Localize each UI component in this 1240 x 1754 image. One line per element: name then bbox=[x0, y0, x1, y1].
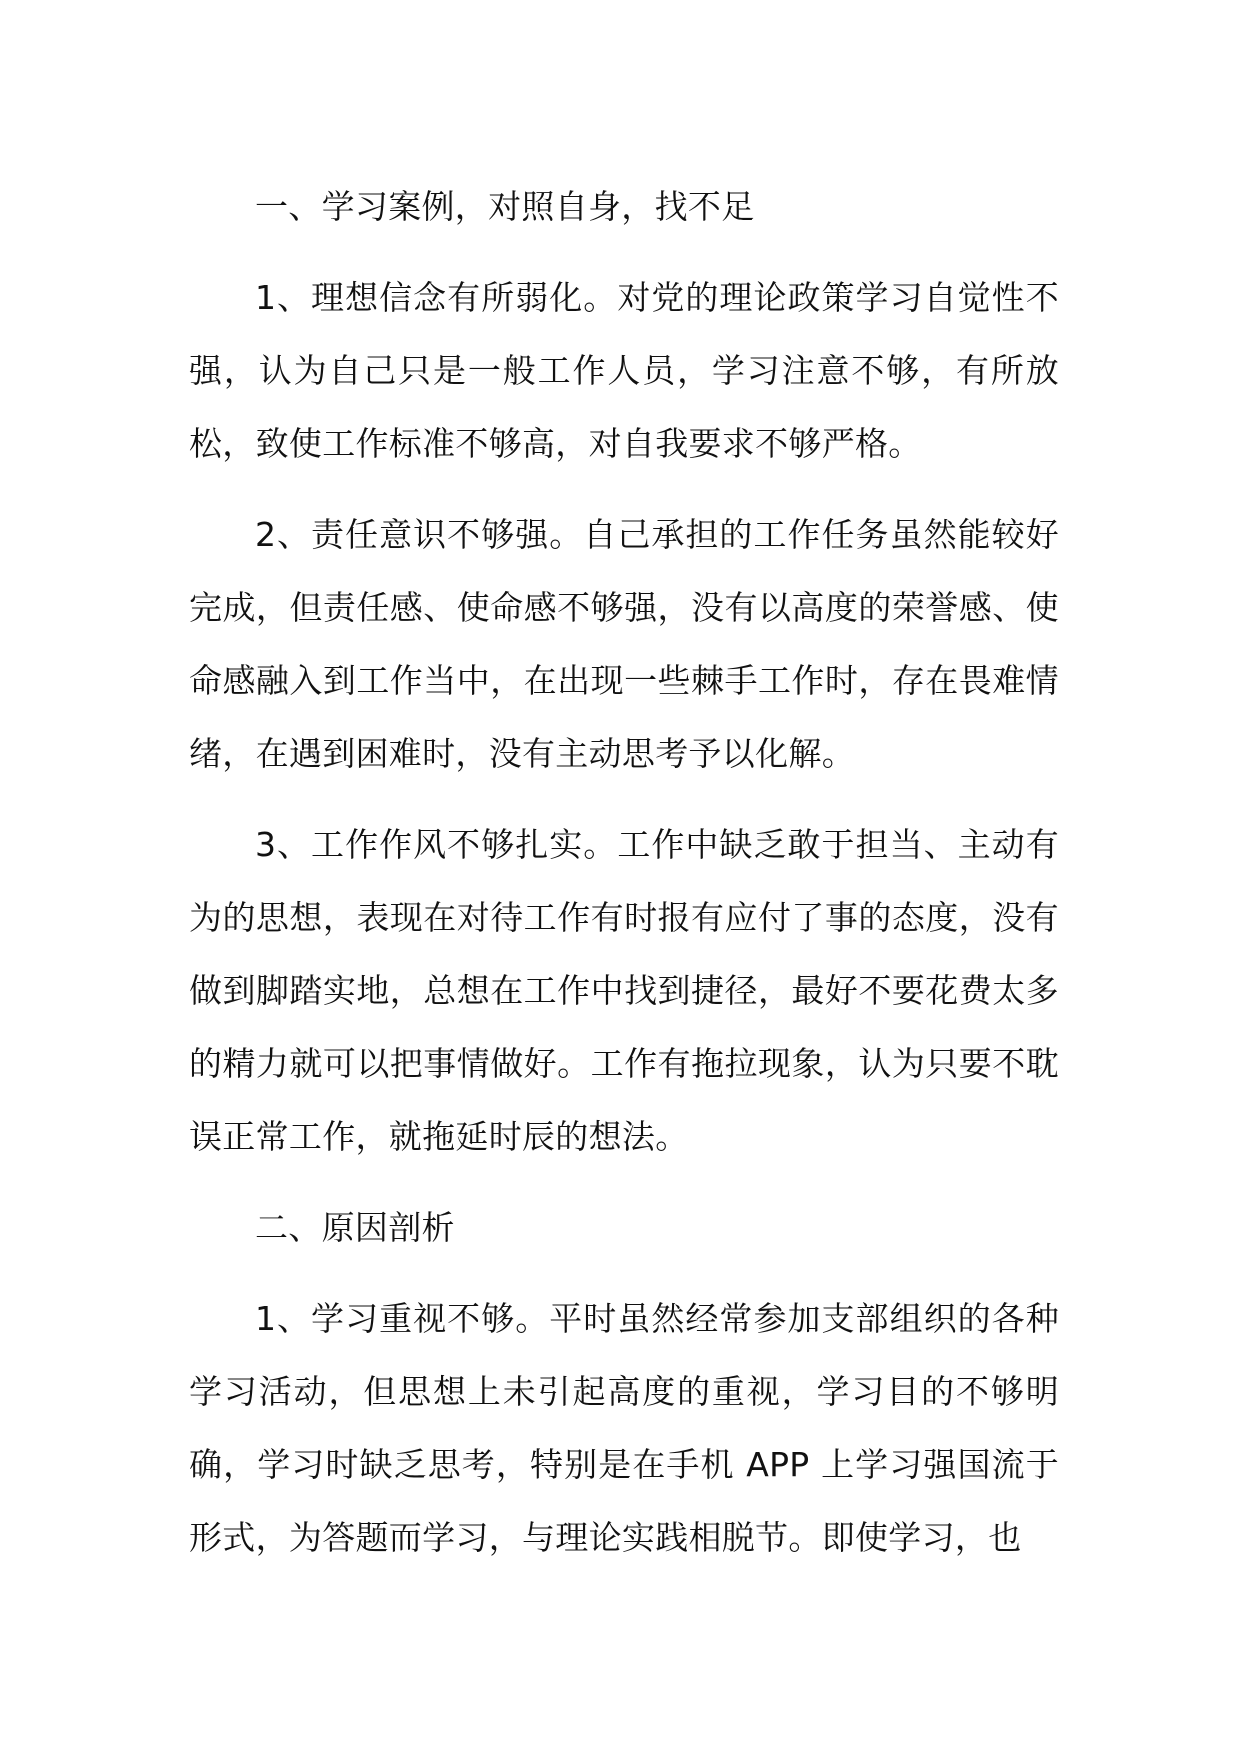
section-heading: 一、学习案例，对照自身，找不足 bbox=[255, 187, 755, 226]
paragraph: 1、学习重视不够。平时虽然经常参加支部组织的各种学习活动，但思想上未引起高度的重视，学习目的不够明确，学习时缺乏思考，特别是在手机 APP 上学习强国流于形式，为答题而学习，与理论实践相脱节。即使学习，也 bbox=[189, 1299, 1059, 1557]
paragraph: 3、工作作风不够扎实。工作中缺乏敢于担当、主动有为的思想，表现在对待工作有时报有应付了事的态度，没有做到脚踏实地，总想在工作中找到捷径，最好不要花费太多的精力就可以把事情做好。工作有拖拉现象，认为只要不耽误正常工作，就拖延时辰的想法。 bbox=[189, 825, 1059, 1156]
section-heading: 二、原因剖析 bbox=[255, 1208, 455, 1247]
document-body bbox=[189, 170, 1059, 1592]
paragraph: 1、理想信念有所弱化。对党的理论政策学习自觉性不强，认为自己只是一般工作人员，学习注意不够，有所放松，致使工作标准不够高，对自我要求不够严格。 bbox=[189, 278, 1059, 463]
paragraph: 2、责任意识不够强。自己承担的工作任务虽然能较好完成，但责任感、使命感不够强，没有以高度的荣誉感、使命感融入到工作当中，在出现一些棘手工作时，存在畏难情绪，在遇到困难时，没有主动思考予以化解。 bbox=[189, 515, 1059, 773]
